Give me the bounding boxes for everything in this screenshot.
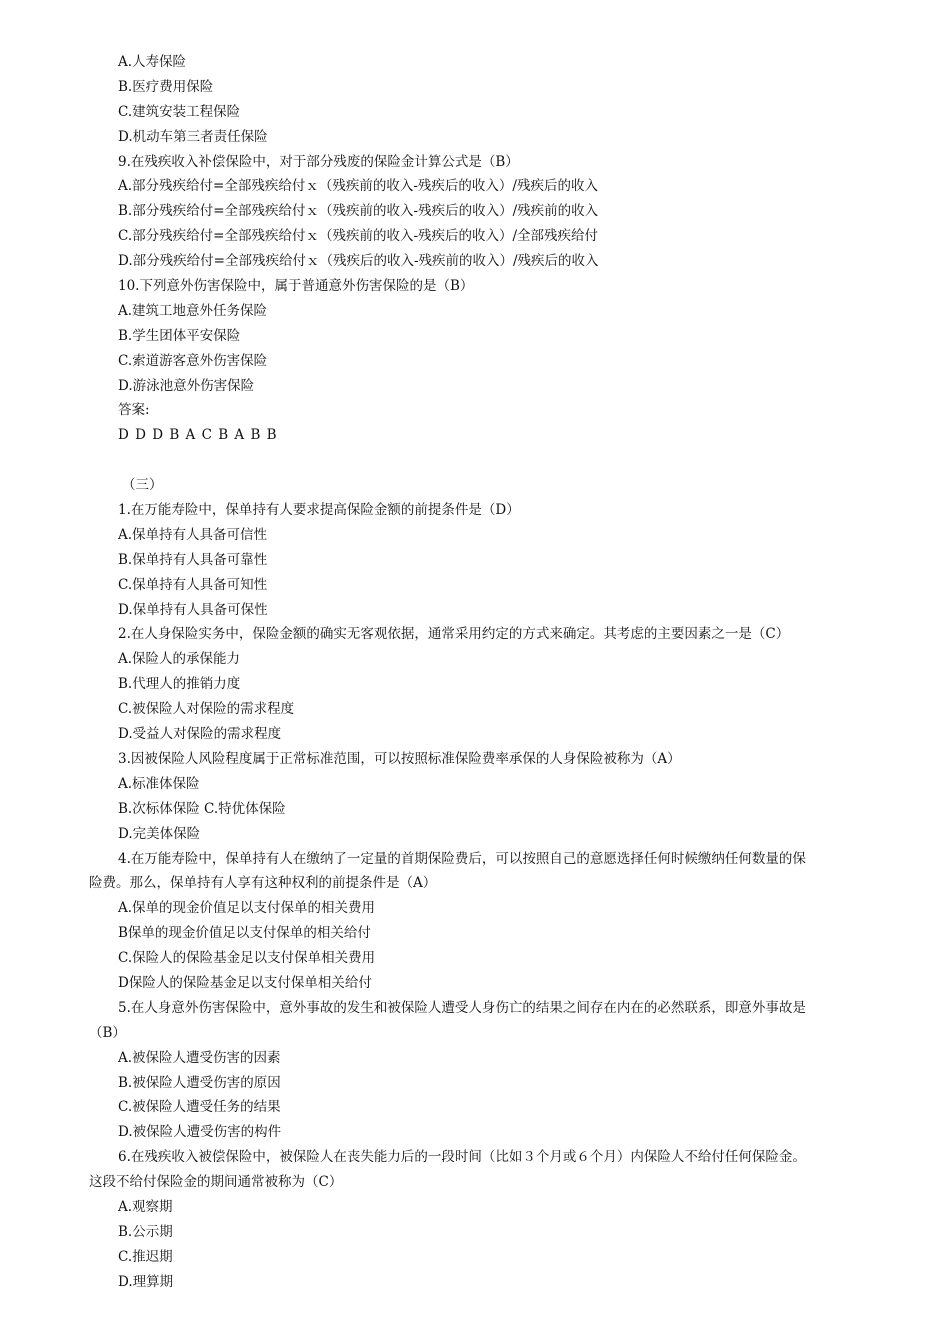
q5-option-d: D.被保险人遭受伤害的构件 — [118, 1124, 282, 1141]
answer-keys: D D D B A C B A B B — [118, 427, 278, 444]
q10-option-c: C.索道游客意外伤害保险 — [118, 352, 268, 369]
q1-option-d: D.保单持有人具备可保性 — [118, 601, 268, 618]
q3-option-a: A.标准体保险 — [118, 775, 200, 792]
q5-option-c: C.被保险人遭受任务的结果 — [118, 1099, 281, 1116]
q9-option-c: C.部分残疾给付=全部残疾给付ｘ（残疾前的收入-残疾后的收入）/全部残疾给付 — [118, 228, 599, 245]
question-5-line-1: 5.在人身意外伤害保险中，意外事故的发生和被保险人遭受人身伤亡的结果之间存在内在的必然联系，即意外事故是 — [118, 999, 806, 1016]
q6-option-b: B.公示期 — [118, 1223, 173, 1240]
question-6-line-2: 这段不给付保险金的期间通常被称为（C） — [89, 1174, 343, 1191]
question-9: 9.在残疾收入补偿保险中，对于部分残废的保险金计算公式是（B） — [118, 153, 519, 170]
q10-option-d: D.游泳池意外伤害保险 — [118, 377, 255, 394]
section-heading: （三） — [122, 477, 163, 494]
q9-option-d: D.部分残疾给付=全部残疾给付ｘ（残疾后的收入-残疾前的收入）/残疾后的收入 — [118, 253, 599, 270]
q3-option-d: D.完美体保险 — [118, 825, 201, 842]
q8-option-a: A.人寿保险 — [118, 54, 187, 70]
question-6-line-1: 6.在残疾收入被偿保险中，被保险人在丧失能力后的一段时间（比如３个月或６个月）内保险人不给付任何保险金。 — [118, 1149, 806, 1166]
q2-option-a: A.保险人的承保能力 — [118, 651, 241, 668]
section-gap — [0, 448, 950, 473]
q6-option-c: C.推迟期 — [118, 1248, 173, 1265]
question-5-line-2: （B） — [89, 1024, 126, 1041]
q6-option-a: A.观察期 — [118, 1198, 173, 1215]
question-3: 3.因被保险人风险程度属于正常标准范围，可以按照标准保险费率承保的人身保险被称为（A） — [118, 750, 681, 767]
q10-option-a: A.建筑工地意外任务保险 — [118, 302, 268, 319]
q8-option-d: D.机动车第三者责任保险 — [118, 128, 268, 145]
q2-option-b: B.代理人的推销力度 — [118, 676, 241, 693]
q9-option-b: B.部分残疾给付=全部残疾给付ｘ（残疾前的收入-残疾后的收入）/残疾前的收入 — [118, 203, 599, 220]
q3-option-bc: B.次标体保险 C.特优体保险 — [118, 800, 286, 817]
q8-option-b: B.医疗费用保险 — [118, 78, 214, 95]
q1-option-c: C.保单持有人具备可知性 — [118, 576, 268, 593]
q6-option-d: D.理算期 — [118, 1273, 174, 1290]
q9-option-a: A.部分残疾给付=全部残疾给付ｘ（残疾前的收入-残疾后的收入）/残疾后的收入 — [118, 178, 598, 195]
q5-option-b: B.被保险人遭受伤害的原因 — [118, 1074, 281, 1091]
q2-option-d: D.受益人对保险的需求程度 — [118, 726, 282, 743]
q4-option-d: D保险人的保险基金足以支付保单相关给付 — [118, 974, 372, 991]
question-1: 1.在万能寿险中，保单持有人要求提高保险金额的前提条件是（D） — [118, 502, 520, 519]
q4-option-b: B保单的现金价值足以支付保单的相关给付 — [118, 925, 371, 942]
q1-option-b: B.保单持有人具备可靠性 — [118, 551, 268, 568]
question-10: 10.下列意外伤害保险中，属于普通意外伤害保险的是（B） — [118, 278, 474, 295]
q2-option-c: C.被保险人对保险的需求程度 — [118, 701, 295, 718]
question-4-line-1: 4.在万能寿险中，保单持有人在缴纳了一定量的首期保险费后，可以按照自己的意愿选择任何时候缴纳任何数量的保 — [118, 850, 806, 867]
q8-option-c: C.建筑安装工程保险 — [118, 103, 241, 120]
document-page — [0, 50, 950, 1295]
question-2: 2.在人身保险实务中，保险金额的确实无客观依据，通常采用约定的方式来确定。其考虑的主要因素之一是（C） — [118, 626, 790, 643]
question-4-line-2: 险费。那么，保单持有人享有这种权利的前提条件是（A） — [89, 875, 437, 892]
q1-option-a: A.保单持有人具备可信性 — [118, 526, 268, 543]
q10-option-b: B.学生团体平安保险 — [118, 327, 241, 344]
q4-option-a: A.保单的现金价值足以支付保单的相关费用 — [118, 900, 376, 917]
answer-label: 答案: — [118, 402, 150, 419]
q5-option-a: A.被保险人遭受伤害的因素 — [118, 1049, 281, 1066]
q4-option-c: C.保险人的保险基金足以支付保单相关费用 — [118, 950, 376, 967]
